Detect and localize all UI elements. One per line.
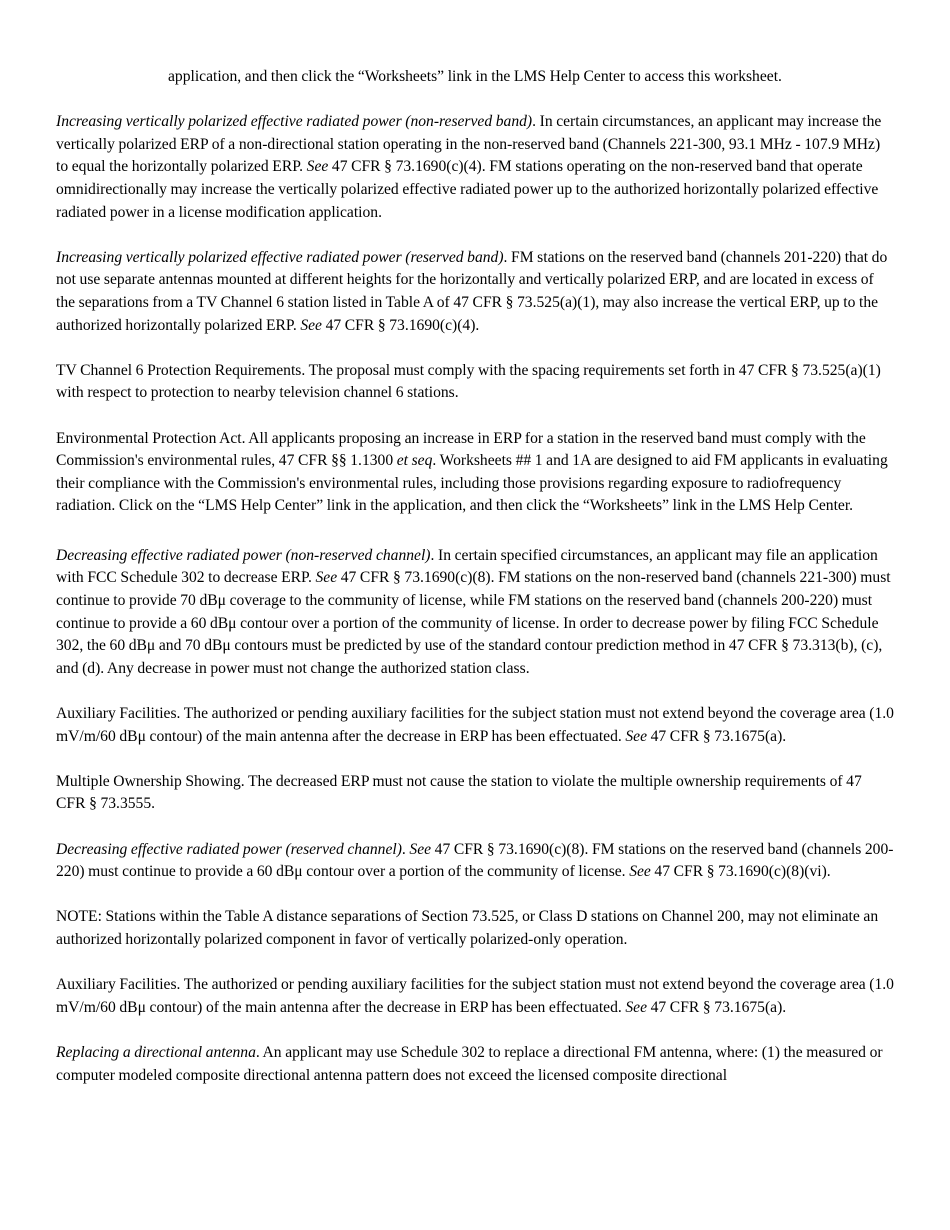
paragraph-text: Multiple Ownership Showing. The decreased ERP must not cause the station to violate the multiple ownership requirements of 47 CFR § 73.3555. bbox=[56, 772, 862, 813]
paragraph-text: . In certain circumstances, an applicant may increase the vertically polarized ERP of a non-directional station operating in the non-reserved band (Channels 221-300, 93.1 MHz - 107.9 MHz) to equal the horizontally polarized ERP. bbox=[56, 113, 882, 176]
paragraph-text: 47 CFR § 73.1690(c)(4). FM stations operating on the non-reserved band that operate omnidirectionally may increase the vertically polarized effective radiated power up to the authorized horizontally polarized effective radiated power in a license modification application. bbox=[56, 158, 879, 221]
paragraph-text: TV Channel 6 Protection Requirements. The proposal must comply with the spacing requirements set forth in 47 CFR § 73.525(a)(1) with respect to protection to nearby television channel 6 stations. bbox=[56, 361, 881, 402]
paragraph-heading: Increasing vertically polarized effective radiated power (non-reserved band) bbox=[56, 113, 533, 131]
see-citation: See bbox=[625, 727, 648, 745]
paragraph-text: . bbox=[401, 840, 410, 858]
paragraph-text: 47 CFR § 73.1690(c)(8). FM stations on the reserved band (channels 200-220) must continue to provide a 60 dBμ contour over a portion of the community of license. bbox=[56, 840, 894, 881]
paragraph-multiple-ownership bbox=[56, 771, 894, 816]
paragraph-increasing-vertical-erp-non-reserved bbox=[56, 111, 894, 224]
see-citation: See bbox=[306, 158, 329, 176]
paragraph-auxiliary-facilities-2 bbox=[56, 974, 894, 1019]
paragraph-decreasing-erp-non-reserved bbox=[56, 545, 894, 681]
document-page bbox=[56, 66, 894, 1110]
see-citation: See bbox=[629, 863, 651, 881]
paragraph-auxiliary-facilities bbox=[56, 703, 894, 748]
see-citation: See bbox=[300, 316, 322, 334]
paragraph-decreasing-erp-reserved bbox=[56, 839, 894, 884]
et-seq-citation: et seq bbox=[396, 452, 433, 470]
paragraph-text: 47 CFR § 73.1690(c)(8)(vi). bbox=[650, 863, 831, 881]
paragraph-text: Auxiliary Facilities. The authorized or pending auxiliary facilities for the subject station must not extend beyond the coverage area (1.0 mV/m/60 dBμ contour) of the main antenna after the decrease in ERP has been effectuated. bbox=[56, 705, 894, 745]
see-citation: See bbox=[409, 840, 432, 858]
paragraph-environmental-protection bbox=[56, 428, 894, 518]
paragraph-text: . An applicant may use Schedule 302 to replace a directional FM antenna, where: (1) the measured or computer modeled composite directional antenna pattern does not exceed the licensed composite directional bbox=[56, 1043, 883, 1084]
paragraph-replacing-directional-antenna bbox=[56, 1042, 894, 1087]
paragraph-worksheet-continuation bbox=[56, 66, 894, 89]
see-citation: See bbox=[315, 569, 338, 587]
see-citation: See bbox=[625, 998, 648, 1016]
paragraph-heading: Replacing a directional antenna bbox=[56, 1043, 256, 1061]
paragraph-text: 47 CFR § 73.1690(c)(4). bbox=[321, 316, 480, 334]
paragraph-text: 47 CFR § 73.1675(a). bbox=[647, 998, 787, 1016]
paragraph-tv-channel-6-protection bbox=[56, 360, 894, 405]
paragraph-note bbox=[56, 906, 894, 951]
paragraph-increasing-vertical-erp-reserved bbox=[56, 247, 894, 337]
paragraph-text: Auxiliary Facilities. The authorized or pending auxiliary facilities for the subject station must not extend beyond the coverage area (1.0 mV/m/60 dBμ contour) of the main antenna after the decrease in ERP has been effectuated. bbox=[56, 976, 894, 1016]
paragraph-text: Environmental Protection Act. All applicants proposing an increase in ERP for a station in the reserved band must comply with the Commission's environmental rules, 47 CFR §§ 1.1300 bbox=[56, 429, 866, 470]
paragraph-heading: Decreasing effective radiated power (reserved channel) bbox=[56, 840, 402, 858]
paragraph-heading: Increasing vertically polarized effective radiated power (reserved band) bbox=[56, 248, 504, 266]
paragraph-text: 47 CFR § 73.1690(c)(8). FM stations on the non-reserved band (channels 221-300) must continue to provide 70 dBμ coverage to the community of license, while FM stations on the reserved band (channels 200-220) must continue to provide a 60 dBμ contour over a portion of the community of license. In order to decrease power by filing FCC Schedule 302, the 60 dBμ and 70 dBμ contours must be predicted by use of the standard contour prediction method in 47 CFR § 73.313(b), (c), and (d). Any decrease in power must not change the authorized station class. bbox=[56, 569, 891, 677]
paragraph-heading: Decreasing effective radiated power (non-reserved channel) bbox=[56, 546, 431, 564]
paragraph-text: 47 CFR § 73.1675(a). bbox=[647, 727, 787, 745]
paragraph-text: . FM stations on the reserved band (channels 201-220) that do not use separate antennas mounted at different heights for the horizontally and vertically polarized ERP, and are located in excess of the separations from a TV Channel 6 station listed in Table A of 47 CFR § 73.525(a)(1), may also increase the vertical ERP, up to the authorized horizontally polarized ERP. bbox=[56, 248, 888, 334]
paragraph-text: NOTE: Stations within the Table A distance separations of Section 73.525, or Class D stations on Channel 200, may not eliminate an authorized horizontally polarized component in favor of vertically polarized-only operation. bbox=[56, 908, 879, 948]
paragraph-text: . In certain specified circumstances, an applicant may file an application with FCC Schedule 302 to decrease ERP. bbox=[56, 546, 878, 587]
paragraph-text: . Worksheets ## 1 and 1A are designed to aid FM applicants in evaluating their compliance with the Commission's environmental rules, including those provisions regarding exposure to radiofrequency radiation. Click on the “LMS Help Center” link in the application, and then click the “Worksheets” link in the LMS Help Center. bbox=[56, 452, 888, 515]
paragraph-text: application, and then click the “Worksheets” link in the LMS Help Center to access this worksheet. bbox=[168, 68, 782, 85]
